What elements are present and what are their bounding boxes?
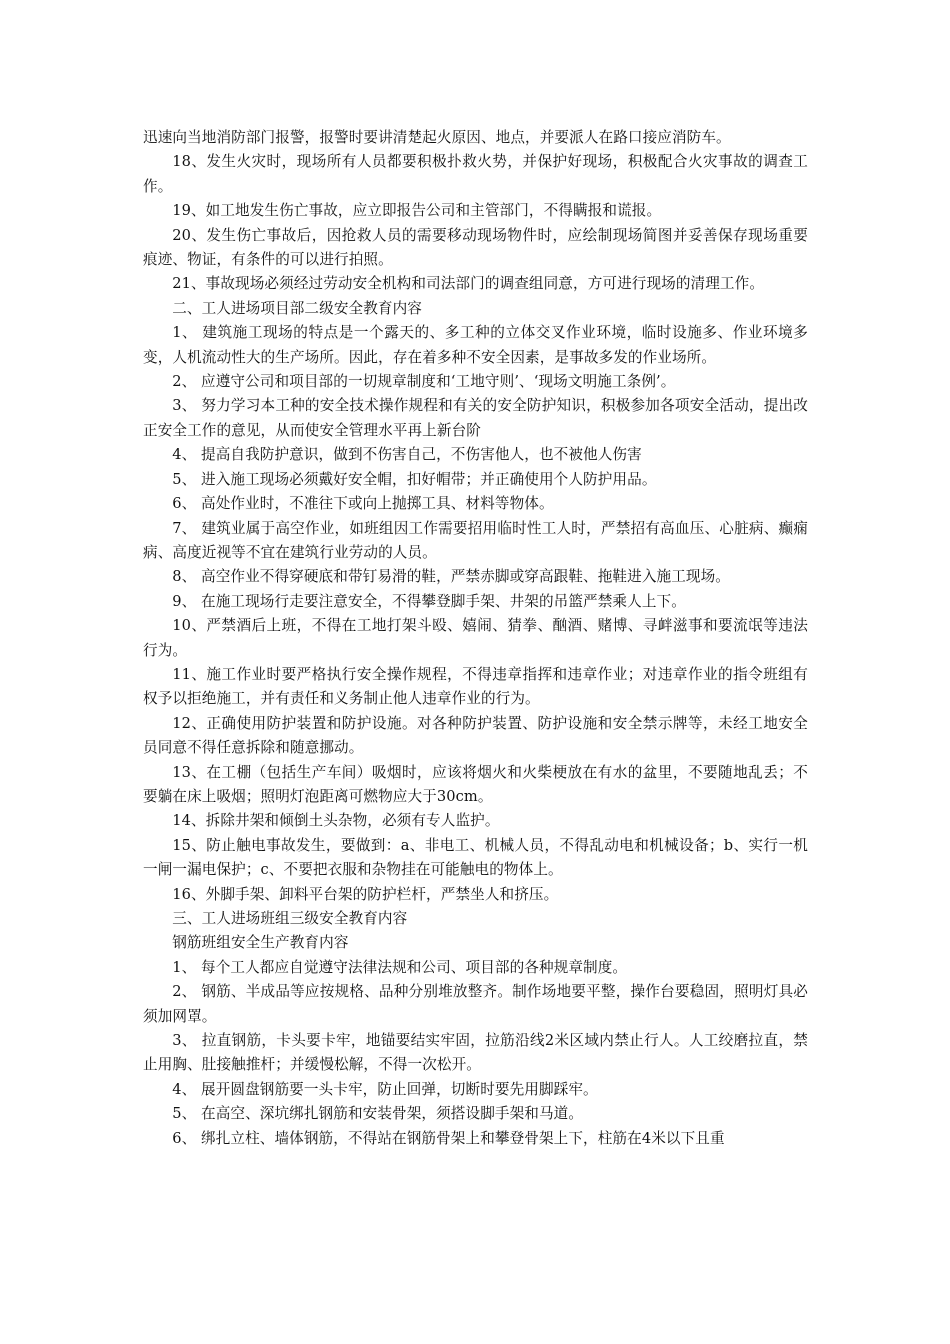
paragraph-l3-item-1: 1、 每个工人都应自觉遵守法律法规和公司、项目部的各种规章制度。	[172, 958, 628, 976]
document-page	[143, 126, 808, 1151]
section-heading-level-2: 二、工人进场项目部二级安全教育内容	[172, 299, 422, 317]
paragraph-l2-item-11: 11、施工作业时要严格执行安全操作规程，不得违章指挥和违章作业；对违章作业的指令班组有权予以拒绝施工，并有责任和义务制止他人违章作业的行为。	[143, 665, 808, 708]
paragraph-l2-item-7: 7、 建筑业属于高空作业，如班组因工作需要招用临时性工人时，严禁招有高血压、心脏病、癫痫病、高度近视等不宜在建筑行业劳动的人员。	[143, 519, 808, 561]
paragraph-l2-item-5: 5、 进入施工现场必须戴好安全帽，扣好帽带；并正确使用个人防护用品。	[172, 470, 657, 488]
paragraph-l3-item-5: 5、 在高空、深坑绑扎钢筋和安装骨架，须搭设脚手架和马道。	[172, 1105, 584, 1123]
paragraph-l3-item-4: 4、 展开圆盘钢筋要一头卡牢，防止回弹，切断时要先用脚踩牢。	[172, 1080, 598, 1098]
paragraph-l2-item-9: 9、 在施工现场行走要注意安全，不得攀登脚手架、井架的吊篮严禁乘人上下。	[172, 592, 686, 610]
paragraph-l2-item-16: 16、外脚手架、卸料平台架的防护栏杆，严禁坐人和挤压。	[172, 885, 559, 903]
paragraph-l2-item-12: 12、正确使用防护装置和防护设施。对各种防护装置、防护设施和安全禁示牌等，未经工地安全员同意不得任意拆除和随意挪动。	[143, 714, 808, 757]
paragraph-item-18: 18、发生火灾时，现场所有人员都要积极扑救火势，并保护好现场，积极配合火灾事故的调查工作。	[143, 153, 808, 195]
paragraph-l2-item-3: 3、 努力学习本工种的安全技术操作规程和有关的安全防护知识，积极参加各项安全活动，提出改正安全工作的意见，从而使安全管理水平再上新台阶	[143, 397, 808, 439]
paragraph-item-21: 21、事故现场必须经过劳动安全机构和司法部门的调查组同意，方可进行现场的清理工作。	[172, 275, 765, 293]
paragraph-l2-item-4: 4、 提高自我防护意识，做到不伤害自己，不伤害他人，也不被他人伤害	[172, 446, 642, 464]
paragraph-fire-report: 迅速向当地消防部门报警，报警时要讲清楚起火原因、地点，并要派人在路口接应消防车。	[143, 129, 731, 146]
section-heading-level-3: 三、工人进场班组三级安全教育内容	[172, 910, 408, 927]
paragraph-l3-item-3: 3、 拉直钢筋，卡头要卡牢，地锚要结实牢固，拉筋沿线2米区域内禁止行人。人工绞磨拉直，禁止用胸、肚接触推杆；并缓慢松解，不得一次松开。	[143, 1032, 808, 1074]
paragraph-l2-item-13: 13、在工棚（包括生产车间）吸烟时，应该将烟火和火柴梗放在有水的盆里，不要随地乱丢；不要躺在床上吸烟；照明灯泡距离可燃物应大于30cm。	[143, 763, 808, 805]
paragraph-l2-item-14: 14、拆除井架和倾倒土头杂物，必须有专人监护。	[172, 812, 500, 830]
paragraph-l2-item-1: 1、 建筑施工现场的特点是一个露天的、多工种的立体交叉作业环境，临时设施多、作业环境多变，人机流动性大的生产场所。因此，存在着多种不安全因素，是事故多发的作业场所。	[143, 324, 808, 366]
paragraph-l2-item-8: 8、 高空作业不得穿硬底和带钉易滑的鞋，严禁赤脚或穿高跟鞋、拖鞋进入施工现场。	[172, 568, 730, 586]
paragraph-l2-item-15: 15、防止触电事故发生，要做到：a、非电工、机械人员，不得乱动电和机械设备；b、实行一机一闸一漏电保护；c、不要把衣服和杂物挂在可能触电的物体上。	[143, 836, 808, 879]
paragraph-l2-item-2: 2、 应遵守公司和项目部的一切规章制度和‘工地守则’、‘现场文明施工条例’。	[172, 373, 676, 391]
paragraph-l2-item-6: 6、 高处作业时，不准往下或向上抛掷工具、材料等物体。	[172, 495, 554, 513]
paragraph-l2-item-10: 10、严禁酒后上班，不得在工地打架斗殴、嬉闹、猜拳、酗酒、赌博、寻衅滋事和要流氓等违法行为。	[143, 617, 808, 659]
paragraph-l3-item-2: 2、 钢筋、半成品等应按规格、品种分别堆放整齐。制作场地要平整，操作台要稳固，照明灯具必须加网罩。	[143, 983, 808, 1025]
subheading-rebar-team: 钢筋班组安全生产教育内容	[172, 934, 349, 952]
paragraph-l3-item-6: 6、 绑扎立柱、墙体钢筋，不得站在钢筋骨架上和攀登骨架上下，柱筋在4米以下且重	[172, 1129, 725, 1147]
paragraph-item-20: 20、发生伤亡事故后，因抢救人员的需要移动现场物件时，应绘制现场简图并妥善保存现场重要痕迹、物证，有条件的可以进行拍照。	[143, 226, 808, 269]
paragraph-item-19: 19、如工地发生伤亡事故，应立即报告公司和主管部门，不得瞒报和谎报。	[172, 202, 662, 220]
